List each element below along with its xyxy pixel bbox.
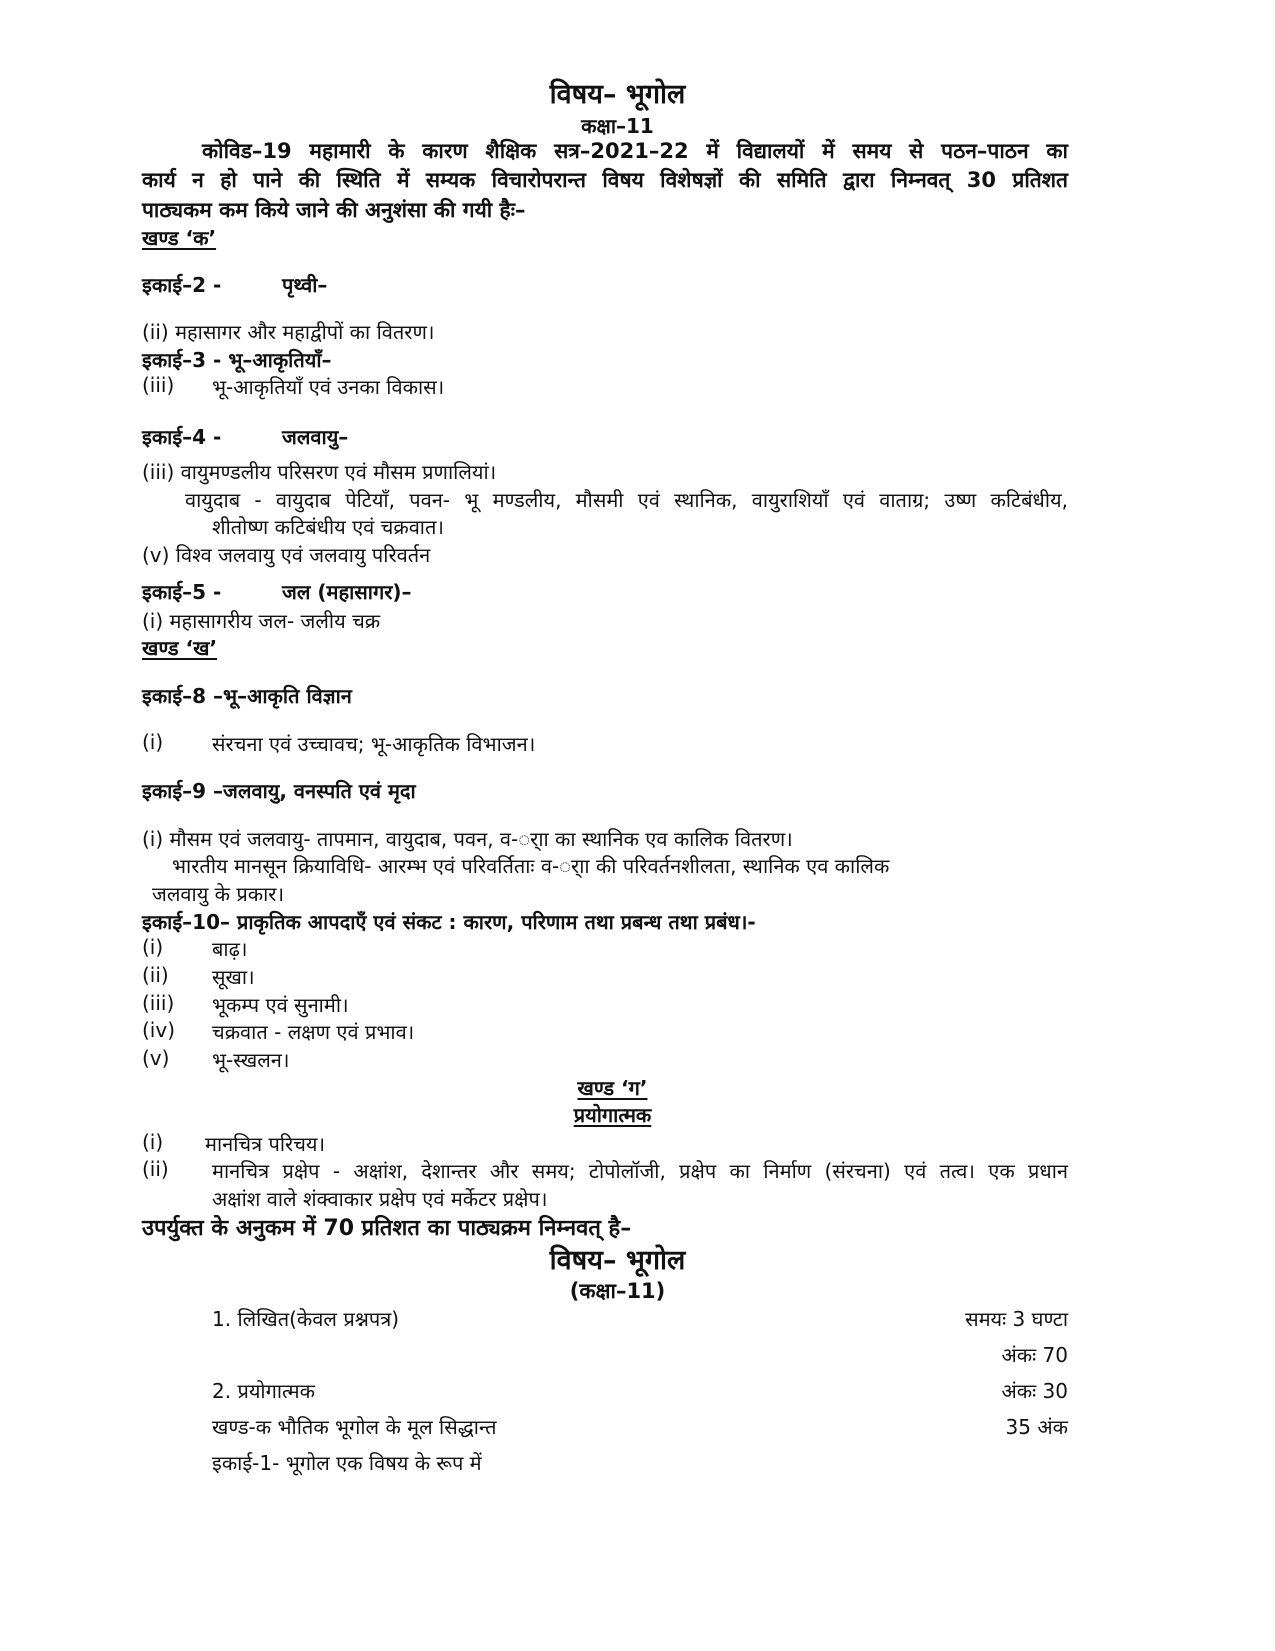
section-ka-heading: खण्ड ‘क’ xyxy=(142,226,217,250)
unit4-sub-line-1: वायुदाब - वायुदाब पेटियाँ, पवन- भू मण्डलीय, मौसमी एवं स्थानिक, वायुराशियाँ एवं वाताग्र; उष्ण कटिबंधीय, xyxy=(185,488,1068,512)
section-kha-heading: खण्ड ‘ख’ xyxy=(142,636,218,660)
page-title: विषय– भूगोल xyxy=(549,79,686,110)
section-ga-subheading: प्रयोगात्मक xyxy=(573,1103,652,1127)
unit4-sub-line-2: शीतोष्ण कटिबंधीय एवं चक्रवात। xyxy=(212,515,444,539)
unit5-title: जल (महासागर)– xyxy=(282,580,412,604)
unit2-title: पृथ्वी– xyxy=(282,273,328,297)
unit5-item: (i) महासागरीय जल- जलीय चक्र xyxy=(142,609,381,633)
unit10-item-text: भूकम्प एवं सुनामी। xyxy=(212,993,349,1017)
unit9-line-2: भारतीय मानसून क्रियाविधि- आरम्भ एवं परिवर्तिताः व-र्ाा की परिवर्तनशीलता, स्थानिक एव कालिक xyxy=(172,854,890,878)
practical-item-text: मानचित्र प्रक्षेप - अक्षांश, देशान्तर और समय; टोपोलॉजी, प्रक्षेप का निर्माण (संरचना) एवं तत्व। एक प्रधान xyxy=(212,1159,1068,1183)
syllabus-title: विषय– भूगोल xyxy=(549,1245,686,1276)
unit10-item-text: बाढ़। xyxy=(212,937,248,961)
practical-item-number: (ii) xyxy=(142,1157,169,1181)
unit2-item: (ii) महासागर और महाद्वीपों का वितरण। xyxy=(142,320,435,344)
unit10-item-number: (iv) xyxy=(142,1018,175,1042)
conclusion-line: उपर्युक्त के अनुकम में 70 प्रतिशत का पाठ्यक्रम निम्नवत् है– xyxy=(142,1216,632,1241)
syllabus-row-label: इकाई-1- भूगोल एक विषय के रूप में xyxy=(212,1451,482,1475)
syllabus-row-value: अंकः 30 xyxy=(1001,1379,1068,1403)
unit9-heading: इकाई–9 –जलवायु, वनस्पति एवं मृदा xyxy=(142,779,416,803)
unit8-item-text: संरचना एवं उच्चावच; भू-आकृतिक विभाजन। xyxy=(212,732,536,756)
unit4-label: इकाई–4 - xyxy=(142,425,222,449)
unit4-item-1: (iii) वायुमण्डलीय परिसरण एवं मौसम प्रणालियां। xyxy=(142,460,497,484)
unit3-heading: इकाई–3 - भू–आकृतियाँ– xyxy=(142,348,332,372)
unit10-item-number: (ii) xyxy=(142,963,169,987)
syllabus-row-label: 2. प्रयोगात्मक xyxy=(212,1379,315,1403)
syllabus-row-value: समयः 3 घण्टा xyxy=(965,1307,1068,1331)
unit10-item-text: सूखा। xyxy=(212,965,255,989)
class-label: कक्षा–11 xyxy=(581,114,654,138)
syllabus-class: (कक्षा–11) xyxy=(569,1279,666,1303)
unit8-heading: इकाई–8 –भू–आकृति विज्ञान xyxy=(142,684,352,708)
intro-line-1: कोविड–19 महामारी के कारण शैक्षिक सत्र–2021–22 में विद्यालयों में समय से पठन–पाठन का xyxy=(202,139,1068,163)
intro-line-2: कार्य न हो पाने की स्थिति में सम्यक विचारोपरान्त विषय विशेषज्ञों की समिति द्वारा निम्नवत् 30 प्रतिशत xyxy=(142,168,1068,192)
unit10-item-number: (v) xyxy=(142,1046,170,1070)
unit10-item-text: चक्रवात - लक्षण एवं प्रभाव। xyxy=(212,1020,415,1044)
unit4-title: जलवायु– xyxy=(282,425,349,449)
intro-line-3: पाठ्यकम कम किये जाने की अनुशंसा की गयी हैः– xyxy=(142,198,526,222)
unit3-item-text: भू-आकृतियाँ एवं उनका विकास। xyxy=(212,375,445,399)
unit8-item-number: (i) xyxy=(142,730,164,754)
section-ga-heading: खण्ड ‘ग’ xyxy=(577,1076,648,1100)
syllabus-row-label: खण्ड-क भौतिक भूगोल के मूल सिद्धान्त xyxy=(212,1415,497,1439)
unit4-item-2: (v) विश्व जलवायु एवं जलवायु परिवर्तन xyxy=(142,543,431,567)
unit2-label: इकाई–2 - xyxy=(142,273,222,297)
unit5-label: इकाई–5 - xyxy=(142,580,222,604)
practical-item-text: मानचित्र परिचय। xyxy=(205,1132,326,1156)
unit10-item-number: (iii) xyxy=(142,991,175,1015)
unit10-item-number: (i) xyxy=(142,935,164,959)
unit10-item-text: भू-स्खलन। xyxy=(212,1048,290,1072)
unit9-line-1: (i) मौसम एवं जलवायु- तापमान, वायुदाब, पवन, व-र्ाा का स्थानिक एव कालिक वितरण। xyxy=(142,827,793,851)
practical-item-continuation: अक्षांश वाले शंक्वाकार प्रक्षेप एवं मर्केटर प्रक्षेप। xyxy=(212,1187,548,1211)
syllabus-row-value: अंकः 70 xyxy=(1001,1343,1068,1367)
practical-item-number: (i) xyxy=(142,1130,164,1154)
unit10-heading: इकाई–10– प्राकृतिक आपदाएँ एवं संकट : कारण, परिणाम तथा प्रबन्ध तथा प्रबंध।- xyxy=(142,910,756,934)
unit9-line-3: जलवायु के प्रकार। xyxy=(152,882,285,906)
syllabus-row-value: 35 अंक xyxy=(1005,1415,1068,1439)
syllabus-row-label: 1. लिखित(केवल प्रश्नपत्र) xyxy=(212,1307,400,1331)
unit3-item-number: (iii) xyxy=(142,373,175,397)
